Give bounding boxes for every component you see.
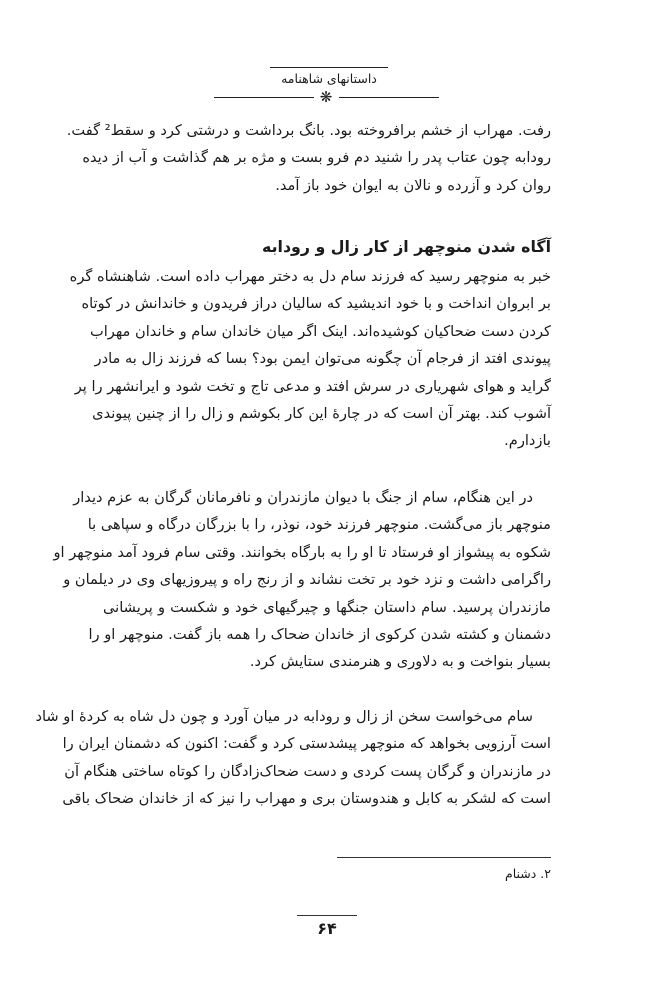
running-header-title: داستانهای شاهنامه xyxy=(281,71,377,86)
section-heading: آگاه شدن منوچهر از کار زال و رودابه xyxy=(262,237,551,256)
text-line: در مازندران و گرگان پست کردی و دست ضحاک‌زادگان را کوتاه ساختی هنگام آن xyxy=(64,762,551,780)
footnote: ۲. دشنام xyxy=(504,866,551,881)
header-right-rule xyxy=(339,97,439,98)
text-line: است آرزویی بخواهد که منوچهر پیشدستی کرد و گفت: اکنون که دشمنان ایران را xyxy=(62,735,551,753)
footnote-rule xyxy=(337,857,551,858)
paragraph-1 xyxy=(66,117,551,199)
text-line: منوچهر باز می‌گشت. منوچهر فرزند خود، نوذر، را با بزرگان درگاه و سپاهی با xyxy=(87,516,551,534)
text-line: بسیار بنواخت و به دلاوری و هنرمندی ستایش کرد. xyxy=(249,653,551,671)
text-line: سام می‌خواست سخن از زال و رودابه در میان آورد و چون دل شاه به کردهٔ او شاد xyxy=(35,708,533,725)
text-line: آشوب کند. بهتر آن است که در چارهٔ این کار بکوشم و زال را از چنین پیوندی xyxy=(92,404,551,422)
text-line: روان کرد و آزرده و نالان به ایوان خود باز آمد. xyxy=(275,176,551,194)
paragraph-4 xyxy=(35,703,551,813)
text-line: خبر به منوچهر رسید که فرزند سام دل به دختر مهراب داده است. شاهنشاه گره xyxy=(69,268,551,285)
header-top-rule xyxy=(270,67,388,68)
paragraph-2 xyxy=(69,263,551,455)
page-number: ۶۴ xyxy=(317,919,337,938)
text-line: گراید و هوای شهریاری در سرش افتد و مدعی تاج و تخت شود و ایرانشهر را پر xyxy=(74,377,551,395)
text-line: شکوه به پیشواز او فرستاد تا او را به بارگاه بخوانند. وقتی سام فرود آمد منوچهر او xyxy=(53,543,551,561)
text-line: رودابه چون عتاب پدر را شنید دم فرو بست و مژه بر هم گذاشت و آب از دیده xyxy=(82,149,551,167)
text-line: رفت. مهراب از خشم برافروخته بود. بانگ برداشت و درشتی کرد و سقط² گفت. xyxy=(66,122,551,139)
text-line: در این هنگام، سام از جنگ با دیوان مازندران و نافرمانان گرگان به عزم دیدار xyxy=(73,489,533,506)
text-line: پیوندی افتد از فرجام آن چگونه می‌توان ایمن بود؟ بسا که فرزند زال به مادر xyxy=(94,350,551,368)
text-line: راگرامی داشت و نزد خود بر تخت نشاند و از رنج راه و پیروزیهای وی در دیلمان و xyxy=(63,571,551,589)
text-line: است که لشکر به کابل و هندوستان بری و مهراب را نیز که از خاندان ضحاک باقی xyxy=(62,790,551,808)
text-line: کردن دست ضحاکیان کوشیده‌اند. اینک اگر میان خاندان سام و خاندان مهراب xyxy=(89,322,551,340)
text-line: بازدارم. xyxy=(504,432,551,450)
paragraph-3 xyxy=(53,484,551,676)
text-line: دشمنان و کشته شدن کرکوی از خاندان ضحاک را همه باز گفت. منوچهر او را xyxy=(88,625,551,643)
header-left-rule xyxy=(214,97,314,98)
text-line: بر ابروان انداخت و با خود اندیشید که سالیان دراز فریدون و خاندانش در کوتاه xyxy=(81,295,551,313)
ornament-icon: ❋ xyxy=(319,88,333,106)
page-number-rule xyxy=(297,915,357,916)
text-line: مازندران پرسید. سام داستان جنگها و چیرگیهای خود و شکست و پریشانی xyxy=(103,598,551,616)
